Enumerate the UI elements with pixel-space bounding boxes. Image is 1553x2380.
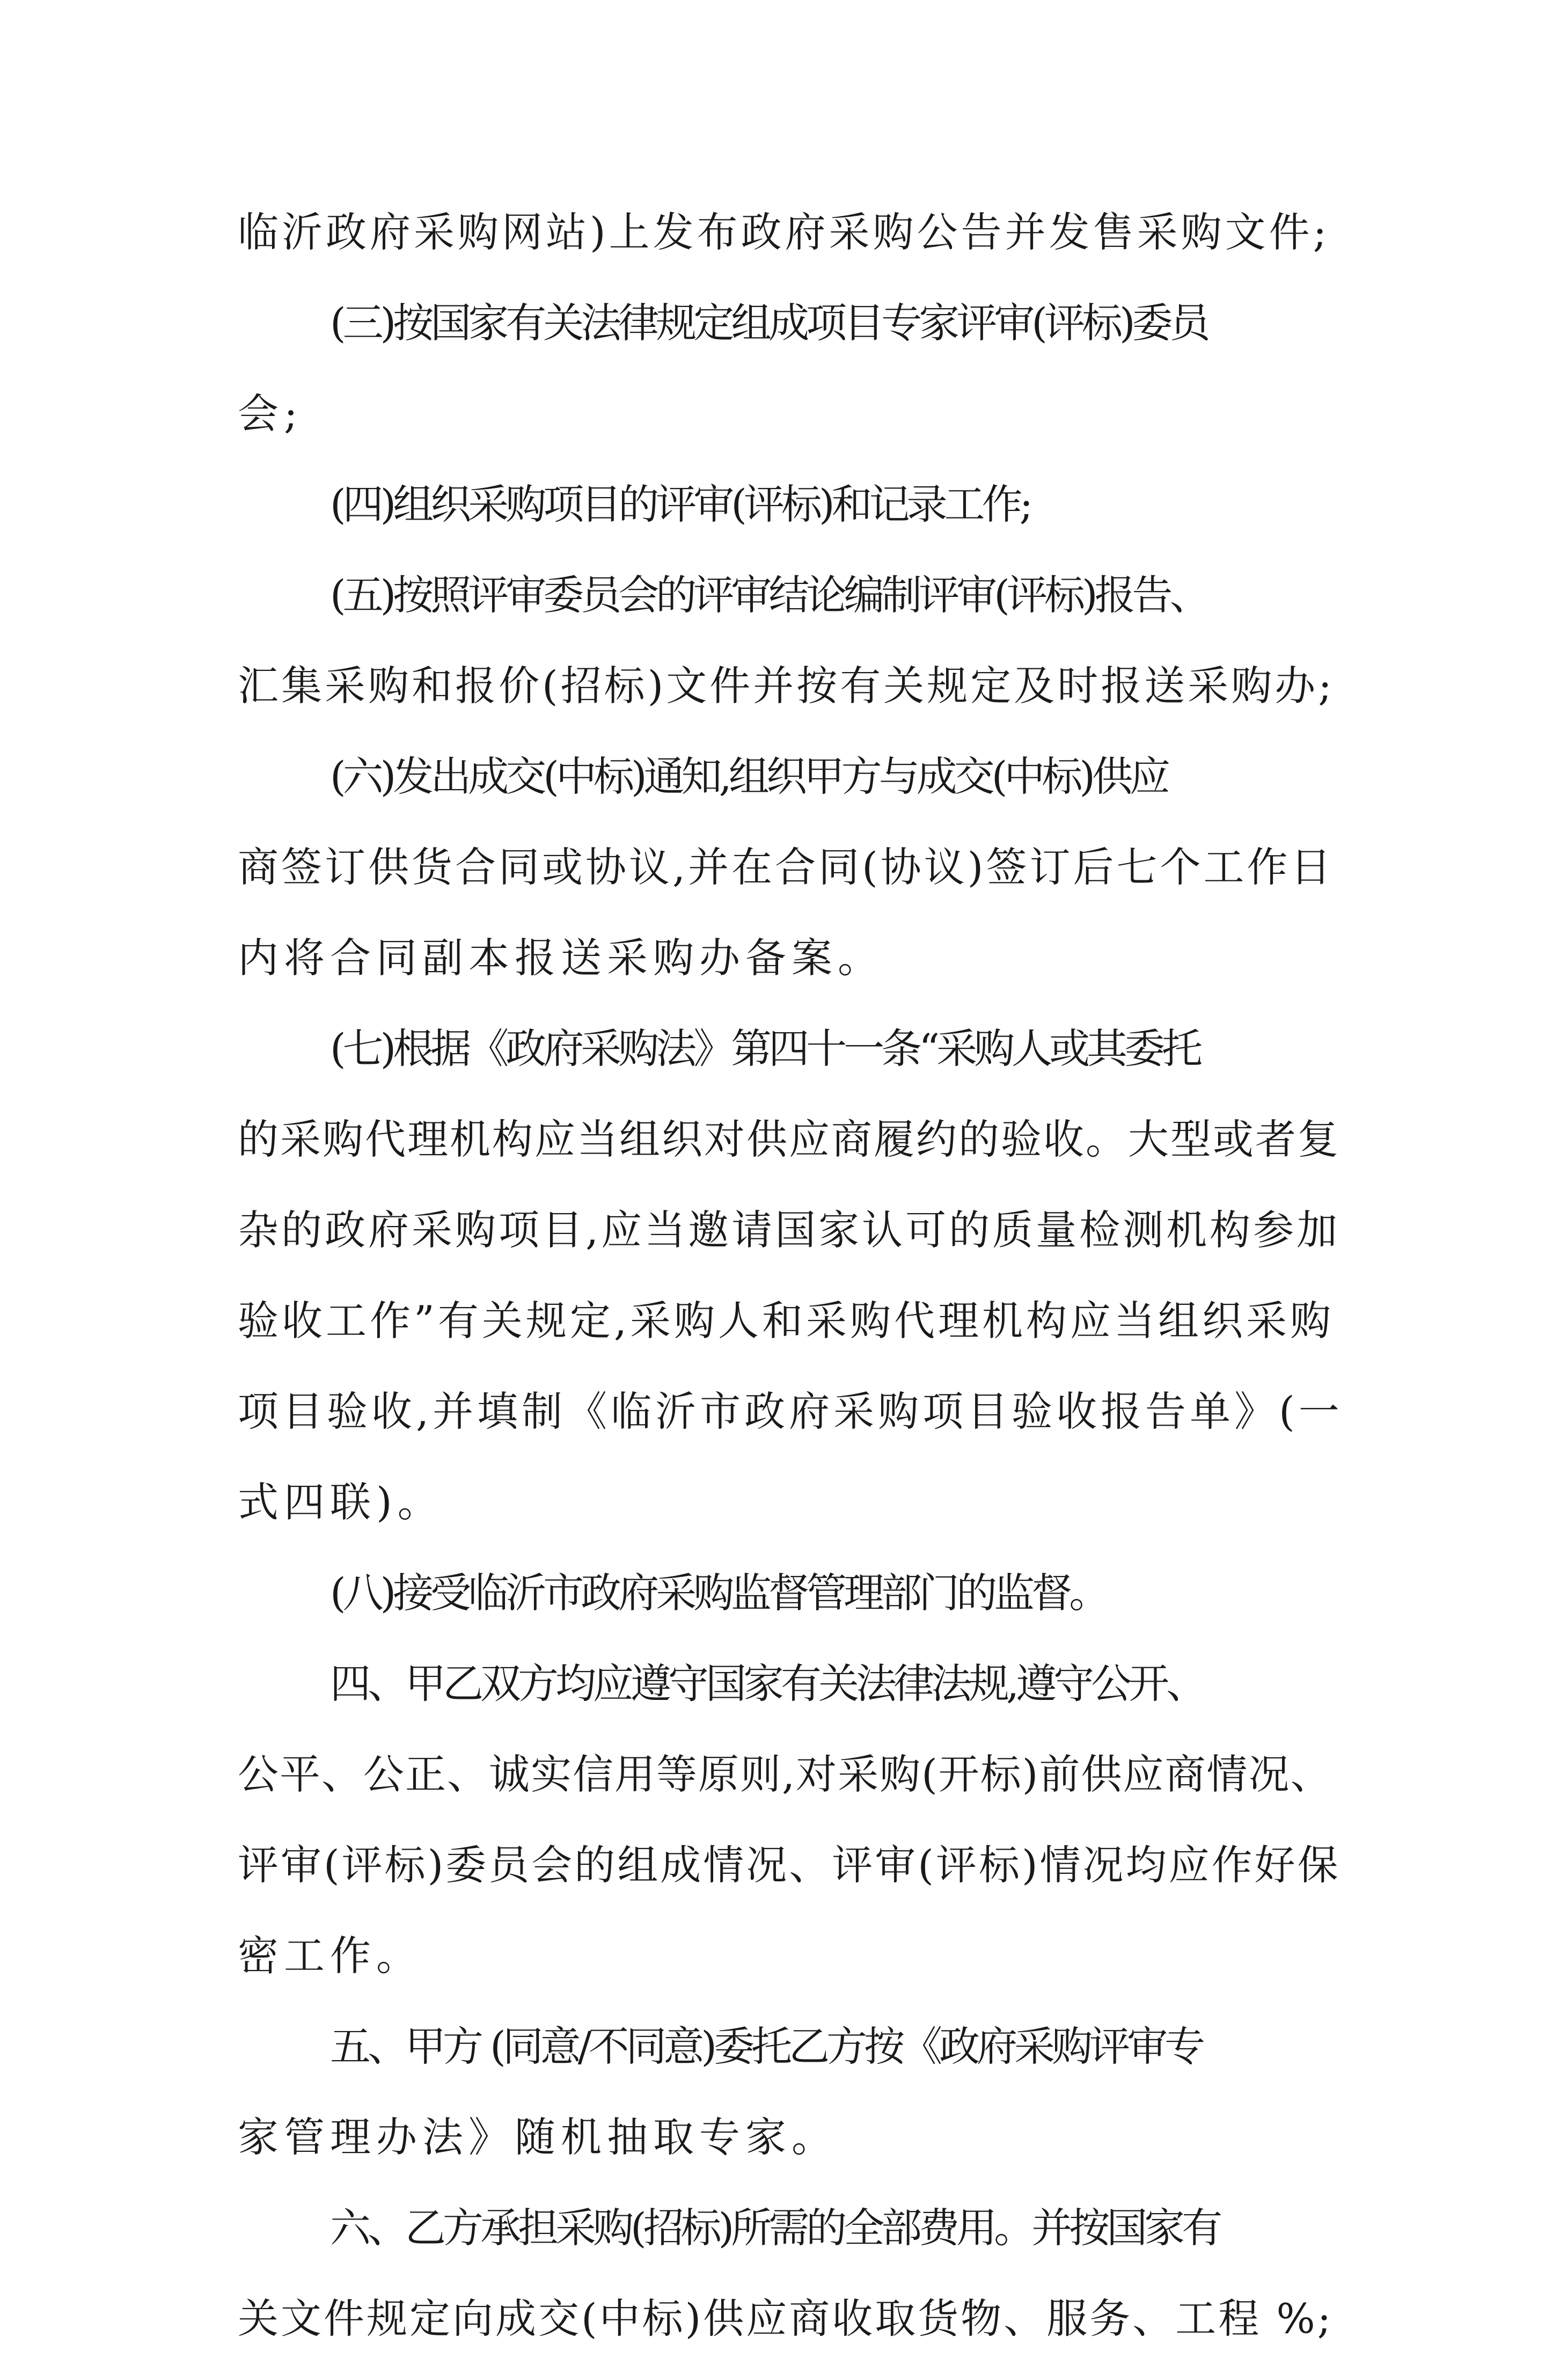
document-body-text [238, 203, 1343, 2380]
document-line: (八)接受临沂市政府采购监督管理部门的监督。 [330, 1569, 1107, 1617]
document-line: 密工作。 [238, 1932, 422, 1980]
document-line: 关文件规定向成交(中标)供应商收取货物、服务、工程 %; [238, 2295, 1334, 2342]
document-line: 内将合同副本报送采购办备案。 [238, 934, 884, 982]
document-line: 验收工作”有关规定,采购人和采购代理机构应当组织采购 [238, 1297, 1335, 1345]
document-line: 评审(评标)委员会的组成情况、评审(评标)情况均应作好保 [238, 1841, 1340, 1889]
document-line: (七)根据《政府采购法》第四十一条“采购人或其委托 [330, 1025, 1200, 1072]
document-line: 式四联)。 [238, 1478, 444, 1526]
document-line: 公平、公正、诚实信用等原则,对采购(开标)前供应商情况、 [238, 1750, 1332, 1798]
document-line: 六、乙方承担采购(招标)所需的全部费用。并按国家有 [330, 2204, 1220, 2252]
document-line: 五、甲方 (同意/不同意)委托乙方按《政府采购评审专 [330, 2023, 1203, 2070]
document-line: (三)按国家有关法律规定组成项目专家评审(评标)委员 [330, 299, 1207, 347]
document-line: 四、甲乙双方均应遵守国家有关法律法规,遵守公开、 [330, 1660, 1204, 1707]
document-line: 项目验收,并填制《临沂市政府采购项目验收报告单》(一 [238, 1388, 1343, 1435]
document-line: 的采购代理机构应当组织对供应商履约的验收。大型或者复 [238, 1115, 1340, 1163]
document-line: (四)组织采购项目的评审(评标)和记录工作; [330, 480, 1030, 528]
document-line: 杂的政府采购项目,应当邀请国家认可的质量检测机构参加 [238, 1206, 1340, 1254]
document-line: 临沂政府采购网站)上发布政府采购公告并发售采购文件; [238, 208, 1330, 256]
document-line: (五)按照评审委员会的评审结论编制评审(评标)报告、 [330, 571, 1207, 619]
document-line: (六)发出成交(中标)通知,组织甲方与成交(中标)供应 [330, 753, 1168, 800]
document-line: 会; [238, 390, 303, 437]
document-line: 家管理办法》随机抽取专家。 [238, 2113, 838, 2161]
document-line: 商签订供货合同或协议,并在合同(协议)签订后七个工作日 [238, 843, 1334, 891]
document-line: 汇集采购和报价(招标)文件并按有关规定及时报送采购办; [238, 662, 1335, 710]
